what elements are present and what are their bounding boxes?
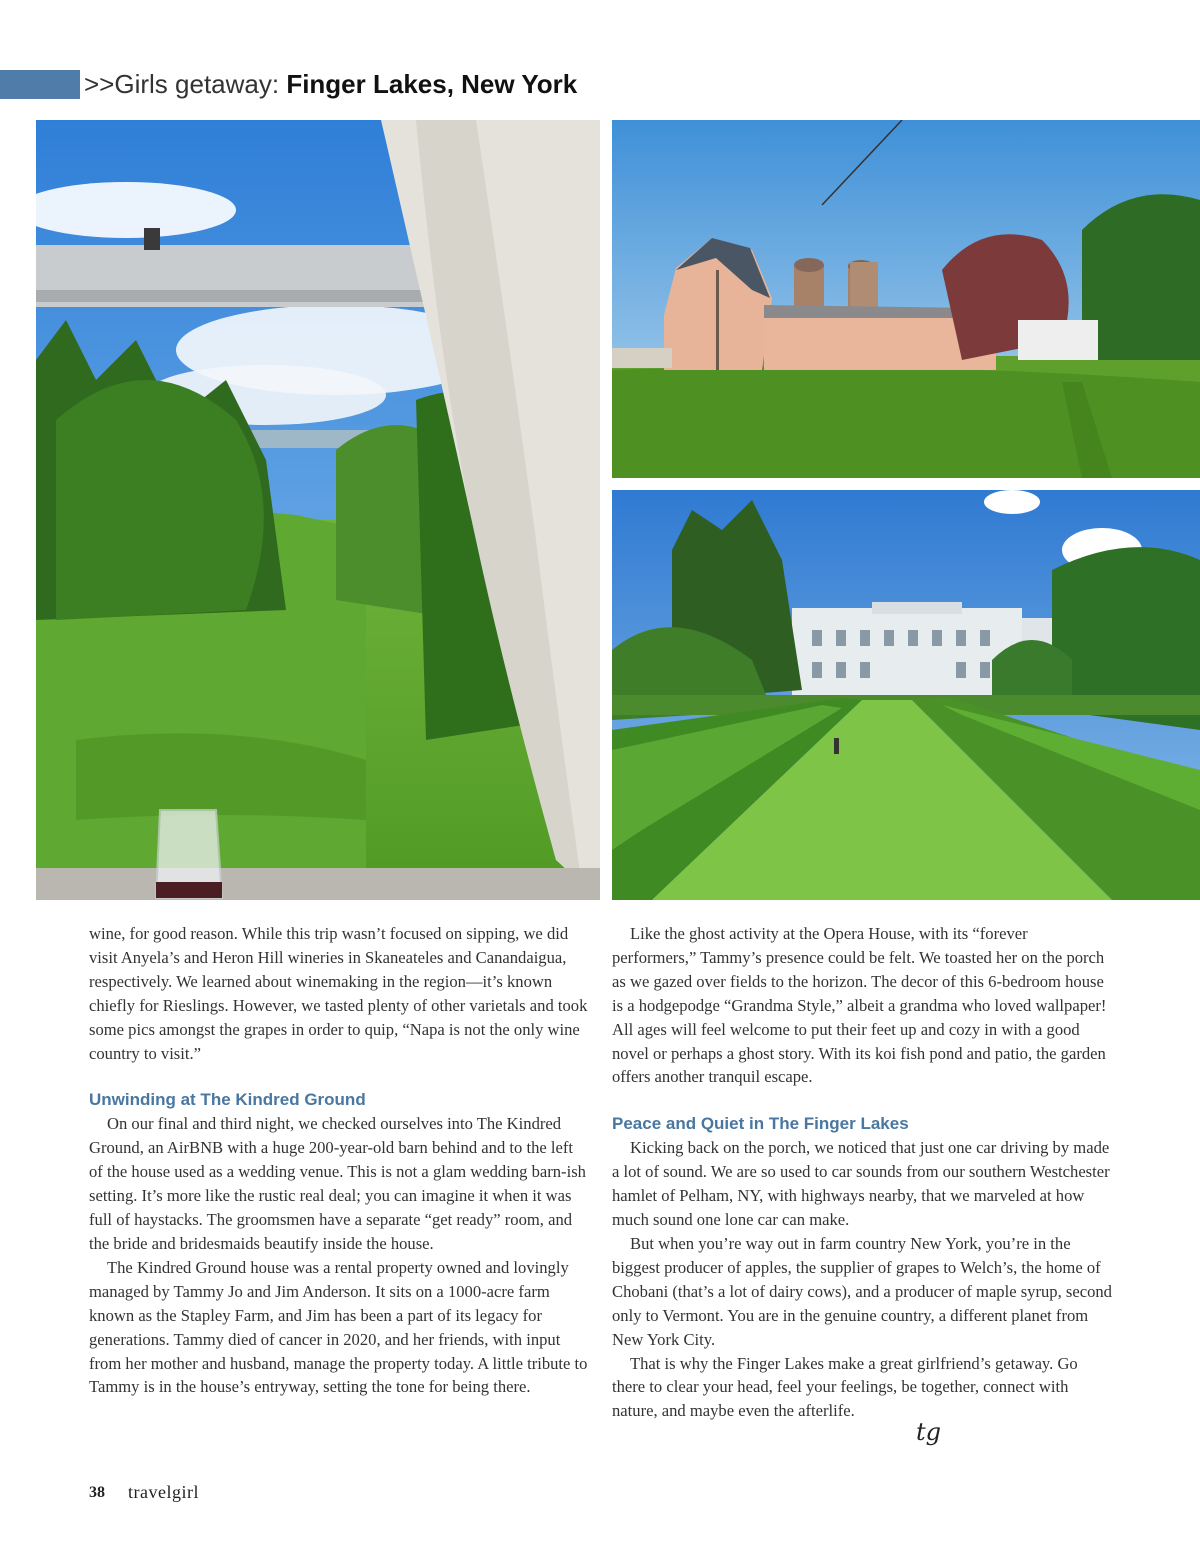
view-through-window-icon [36,120,600,900]
end-mark: tg [916,1418,942,1446]
magazine-brand: travelgirl [128,1482,199,1502]
barn-and-silos-icon [612,120,1200,478]
right-paragraph-3: But when you’re way out in farm country New York, you’re in the biggest producer of apples, the supplier of grapes to Welch’s, the home of Chobani (that’s a lot of dairy cows), and a producer of maple syrup, second only to Vermont. You are in the genuine country, a different planet from New York City. [612,1233,1112,1349]
right-column [612,922,1112,1423]
left-paragraph-3: The Kindred Ground house was a rental property owned and lovingly managed by Tammy Jo and Jim Anderson. It sits on a 1000-acre farm known as the Stapley Farm, and Jim has been a part of its legacy for generations. Tammy died of cancer in 2020, and her friends, with input from her mother and husband, manage the property today. A little tribute to Tammy is in the house’s entryway, setting the tone for being there. [89,1257,588,1397]
header-accent-bar [0,70,80,99]
title-place: Finger Lakes, New York [286,69,578,99]
title-kicker: >>Girls getaway: [84,69,287,99]
section-heading-peace-and-quiet: Peace and Quiet in The Finger Lakes [612,1114,909,1134]
photo-mansion-garden [612,490,1200,900]
section-heading-kindred-ground: Unwinding at The Kindred Ground [89,1090,366,1110]
left-paragraph-2: On our final and third night, we checked ourselves into The Kindred Ground, an AirBNB with a huge 200-year-old barn behind and to the left of the house used as a wedding venue. This is not a glam wedding barn-ish setting. It’s more like the rustic real deal; you can imagine it when it was full of haystacks. The groomsmen have a separate “get ready” room, and the bride and bridesmaids beautify inside the house. [89,1114,586,1253]
right-paragraph-2: Kicking back on the porch, we noticed that just one car driving by made a lot of sound. We are so used to car sounds from our southern Westchester hamlet of Pelham, NY, with highways nearby, that we marveled at how much sound one lone car can make. [612,1138,1110,1230]
page-title [84,66,577,102]
right-paragraph-1: Like the ghost activity at the Opera House, with its “forever performers,” Tammy’s presence could be felt. We toasted her on the porch as we gazed over fields to the horizon. The decor of this 6-bedroom house is a hodgepodge “Grandma Style,” albeit a grandma who loved wallpaper! All ages will feel welcome to put their feet up and cozy in with a good novel or perhaps a ghost story. With its koi fish pond and patio, the garden offers another tranquil escape. [612,924,1107,1087]
photo-barn [612,120,1200,478]
photo-window-view [36,120,600,900]
left-column [89,922,589,1399]
page-number: 38 [89,1484,105,1501]
mansion-garden-icon [612,490,1200,900]
right-paragraph-4: That is why the Finger Lakes make a great girlfriend’s getaway. Go there to clear your head, feel your feelings, be together, connect with nature, and maybe even the afterlife. [612,1353,1078,1421]
left-paragraph-1: wine, for good reason. While this trip wasn’t focused on sipping, we did visit Anyela’s and Heron Hill wineries in Skaneateles and Canandaigua, respectively. We learned about winemaking in the region—it’s known chiefly for Rieslings. However, we tasted plenty of other varietals and took some pics amongst the grapes in order to quip, “Napa is not the only wine country to visit.” [89,924,588,1063]
